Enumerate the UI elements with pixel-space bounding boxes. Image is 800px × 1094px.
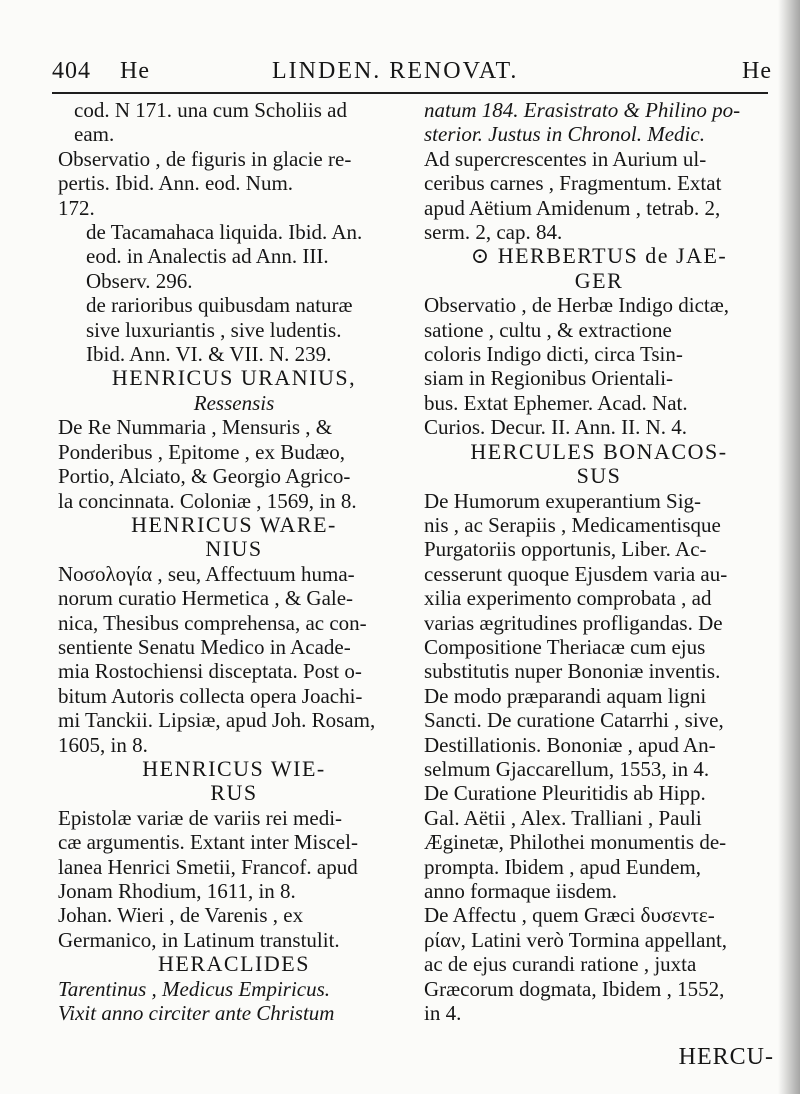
header-key-right: He	[742, 58, 772, 84]
text-line: apud Aëtium Amidenum , tetrab. 2,	[424, 195, 721, 220]
header-rule	[52, 92, 768, 94]
text-line: Sancti. De curatione Catarrhi , sive,	[424, 708, 724, 733]
text-line: natum 184. Erasistrato & Philino po-	[424, 98, 741, 122]
text-line: cesserunt quoque Ejusdem varia au-	[424, 561, 728, 586]
left-column	[58, 98, 410, 1025]
right-column	[424, 98, 774, 1025]
text-line: De Re Nummaria , Mensuris , &	[58, 415, 333, 440]
text-line: De Affectu , quem Græci δυσεντε-	[424, 903, 715, 928]
author-heading	[424, 440, 774, 489]
text-line: SUS	[576, 463, 622, 489]
text-line: ρίαν, Latini verò Tormina appellant,	[424, 927, 728, 952]
header-key-left: He	[120, 58, 150, 84]
text-line: sive luxuriantis , sive ludentis.	[86, 317, 342, 342]
text-line: de rarioribus quibusdam naturæ	[86, 293, 353, 318]
text-line: ac de ejus curandi ratione , juxta	[424, 952, 697, 977]
text-line: RUS	[210, 780, 258, 806]
text-line: HENRICUS WIE-	[142, 755, 326, 781]
text-line: nica, Thesibus comprehensa, ac con-	[58, 610, 367, 635]
text-line: De Humorum exuperantium Sig-	[424, 488, 702, 513]
entry-paragraph	[58, 903, 410, 952]
text-line: De Curatione Pleuritidis ab Hipp.	[424, 781, 706, 806]
text-line: bus. Extat Ephemer. Acad. Nat.	[424, 390, 688, 415]
text-line: Ad supercrescentes in Aurium ul-	[424, 146, 707, 171]
text-line: ceribus carnes , Fragmentum. Extat	[424, 171, 722, 196]
text-line: mia Rostochiensi disceptata. Post o-	[58, 659, 362, 684]
text-line: mi Tanckii. Lipsiæ, apud Joh. Rosam,	[58, 708, 376, 733]
italic-note	[58, 977, 410, 1026]
text-line: HENRICUS WARE-	[131, 511, 337, 537]
text-line: Curios. Decur. II. Ann. II. N. 4.	[424, 415, 688, 440]
page-number: 404	[52, 58, 91, 84]
entry-paragraph	[424, 147, 774, 245]
text-line: Tarentinus , Medicus Empiricus.	[58, 976, 331, 1001]
text-line: Jonam Rhodium, 1611, in 8.	[58, 879, 296, 903]
text-line: de Tacamahaca liquida. Ibid. An.	[86, 220, 363, 245]
entry-paragraph	[58, 806, 410, 904]
text-line: Observatio , de Herbæ Indigo dictæ,	[424, 293, 730, 318]
text-line: sentiente Senatu Medico in Acade-	[58, 634, 351, 659]
author-heading	[58, 366, 410, 390]
text-line: selmum Gjaccarellum, 1553, in 4.	[424, 756, 710, 781]
text-line: eod. in Analectis ad Ann. III.	[86, 244, 329, 269]
running-title: LINDEN. RENOVAT.	[272, 58, 519, 84]
entry-paragraph	[58, 98, 410, 147]
text-line: eam.	[74, 122, 115, 147]
entry-paragraph	[424, 903, 774, 1025]
text-line: Νοσολογία , seu, Affectuum huma-	[58, 561, 355, 586]
text-line: Græcorum dogmata, Ibidem , 1552,	[424, 976, 725, 1001]
text-line: pertis. Ibid. Ann. eod. Num.	[58, 171, 294, 196]
text-line: Germanico, in Latinum transtulit.	[58, 927, 340, 952]
text-line: varias ægritudines profligandas. De	[424, 610, 723, 635]
text-line: anno formaque iisdem.	[424, 879, 618, 903]
entry-paragraph	[58, 562, 410, 757]
text-line: Johan. Wieri , de Varenis , ex	[58, 903, 304, 928]
entry-paragraph	[424, 781, 774, 903]
text-line: xilia experimento comprobata , ad	[424, 586, 712, 611]
text-line: HENRICUS URANIUS,	[111, 365, 357, 391]
author-heading	[424, 244, 774, 293]
text-line: Vixit anno circiter ante Christum	[58, 1001, 335, 1026]
text-line: Æginetæ, Philothei monumentis de-	[424, 830, 727, 855]
text-line: Epistolæ variæ de variis rei medi-	[58, 805, 343, 830]
author-heading	[58, 513, 410, 562]
text-line: Observatio , de figuris in glacie re-	[58, 146, 352, 171]
text-line: GER	[574, 267, 624, 293]
text-line: lanea Henrici Smetii, Francof. apud	[58, 854, 358, 879]
entry-paragraph	[58, 293, 410, 366]
entry-paragraph	[58, 220, 410, 293]
page-gutter-shadow	[778, 0, 800, 1094]
text-line: Purgatoriis opportunis, Liber. Ac-	[424, 537, 707, 562]
text-line: bitum Autoris collecta opera Joachi-	[58, 683, 363, 708]
running-header	[52, 58, 772, 92]
text-line: substitutis nuper Bononiæ inventis.	[424, 659, 721, 684]
text-line: Portio, Alciato, & Georgio Agrico-	[58, 464, 351, 489]
text-line: HERACLIDES	[158, 951, 310, 977]
text-line: HERCULES BONACOS-	[470, 438, 728, 464]
text-line: 1605, in 8.	[58, 732, 148, 757]
text-line: Gal. Aëtii , Alex. Tralliani , Pauli	[424, 805, 702, 830]
italic-note	[424, 98, 774, 147]
text-line: De modo præparandi aquam ligni	[424, 683, 707, 708]
author-subheading	[58, 391, 410, 415]
text-line: sterior. Justus in Chronol. Medic.	[424, 122, 705, 147]
text-line: ⊙ HERBERTUS de JAE-	[470, 243, 728, 269]
text-line: siam in Regionibus Orientali-	[424, 366, 674, 391]
entry-paragraph	[58, 147, 410, 220]
text-line: satione , cultu , & extractione	[424, 317, 672, 342]
text-line: Ressensis	[193, 390, 275, 415]
text-line: NIUS	[205, 536, 263, 562]
text-line: Destillationis. Bononiæ , apud An-	[424, 732, 716, 757]
text-line: la concinnata. Coloniæ , 1569, in 8.	[58, 488, 357, 513]
text-line: in 4.	[424, 1001, 462, 1026]
author-heading	[58, 757, 410, 806]
text-line: serm. 2, cap. 84.	[424, 220, 563, 245]
text-line: cæ argumentis. Extant inter Miscel-	[58, 830, 358, 855]
text-line: 172.	[58, 195, 95, 220]
text-line: cod. N 171. una cum Scholiis ad	[74, 98, 347, 122]
text-line: coloris Indigo dicti, circa Tsin-	[424, 342, 683, 367]
entry-paragraph	[58, 415, 410, 513]
text-line: Ponderibus , Epitome , ex Budæo,	[58, 439, 345, 464]
text-line: Observ. 296.	[86, 268, 193, 293]
entry-paragraph	[424, 293, 774, 439]
author-heading	[58, 952, 410, 976]
text-line: nis , ac Serapiis , Medicamentisque	[424, 512, 721, 537]
entry-paragraph	[424, 489, 774, 782]
text-line: Ibid. Ann. VI. & VII. N. 239.	[86, 342, 332, 367]
text-line: prompta. Ibidem , apud Eundem,	[424, 854, 702, 879]
catchword: HERCU-	[678, 1044, 774, 1070]
text-line: norum curatio Hermetica , & Gale-	[58, 586, 354, 611]
text-line: Compositione Theriacæ cum ejus	[424, 634, 706, 659]
